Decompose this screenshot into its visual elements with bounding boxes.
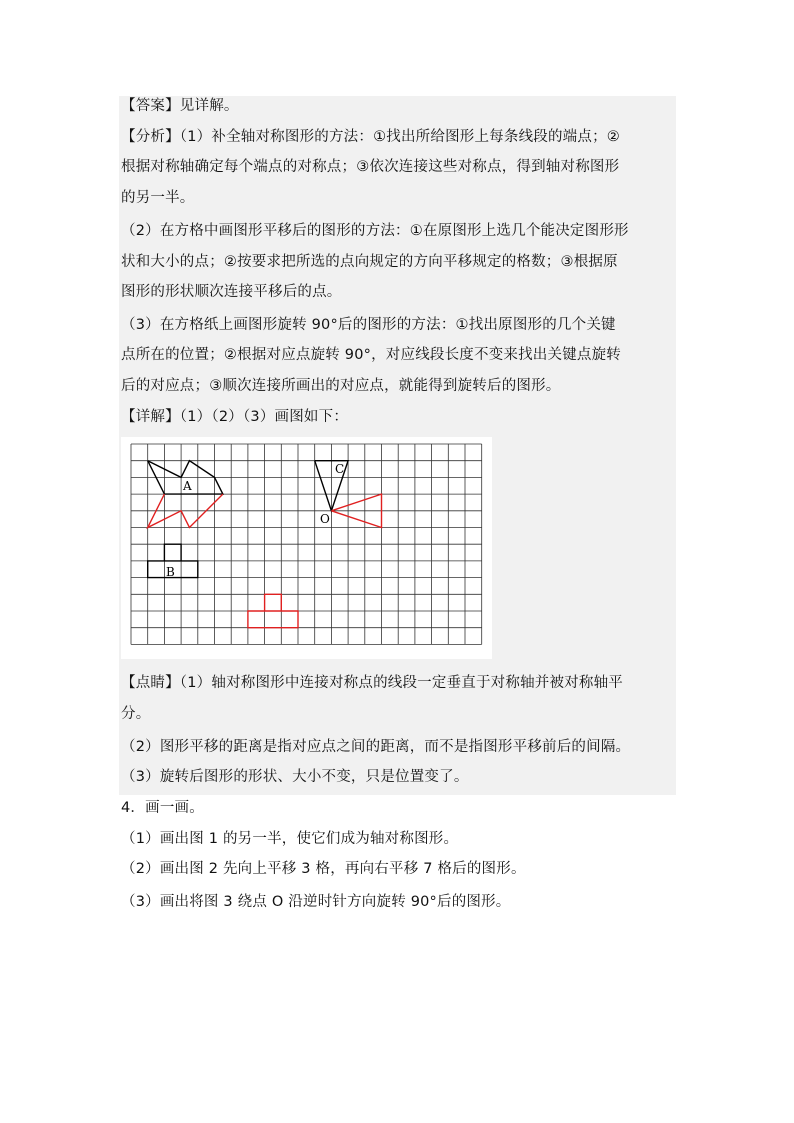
grid-figure-svg [121,437,492,659]
analysis-line: 状和大小的点；②按要求把所选的点向规定的方向平移规定的格数；③根据原 [121,254,618,270]
analysis-line: （2）在方格中画图形平移后的图形的方法：①在原图形上选几个能决定图形形 [121,223,629,239]
key-point-line: （2）图形平移的距离是指对应点之间的距离，而不是指图形平移前后的间隔。 [121,739,631,755]
answer-figure [121,437,492,659]
analysis-line: （3）在方格纸上画图形旋转 90°后的图形的方法：①找出原图形的几个关键 [121,317,616,333]
detail-line: 【详解】（1）（2）（3）画图如下： [121,409,349,425]
analysis-line: 【分析】（1）补全轴对称图形的方法：①找出所给图形上每条线段的端点；② [121,129,620,145]
answer-line: 【答案】见详解。 [121,98,239,114]
analysis-line: 图形的形状顺次连接平移后的点。 [121,284,342,300]
analysis-line: 根据对称轴确定每个端点的对称点；③依次连接这些对称点，得到轴对称图形 [121,159,620,175]
analysis-line: 的另一半。 [121,190,195,206]
figure-2-translated [248,594,298,627]
grid-lines [131,444,482,644]
key-point-line: 分。 [121,706,151,722]
question-item: （1）画出图 1 的另一半，使它们成为轴对称图形。 [121,831,459,847]
question-item: （3）画出将图 3 绕点 O 沿逆时针方向旋转 90°后的图形。 [121,894,511,910]
label-o: O [320,512,330,526]
label-c: C [335,462,345,476]
key-point-line: 【点睛】（1）轴对称图形中连接对称点的线段一定垂直于对称轴并被对称轴平 [121,675,623,691]
key-point-line: （3）旋转后图形的形状、大小不变，只是位置变了。 [121,769,469,785]
label-a: A [183,479,192,493]
analysis-line: 后的对应点；③顺次连接所画出的对应点，就能得到旋转后的图形。 [121,378,561,394]
label-b: B [166,565,175,579]
question-title: 4．画一画。 [121,800,204,816]
analysis-line: 点所在的位置；②根据对应点旋转 90°，对应线段长度不变来找出关键点旋转 [121,347,622,363]
question-item: （2）画出图 2 先向上平移 3 格，再向右平移 7 格后的图形。 [121,861,526,877]
